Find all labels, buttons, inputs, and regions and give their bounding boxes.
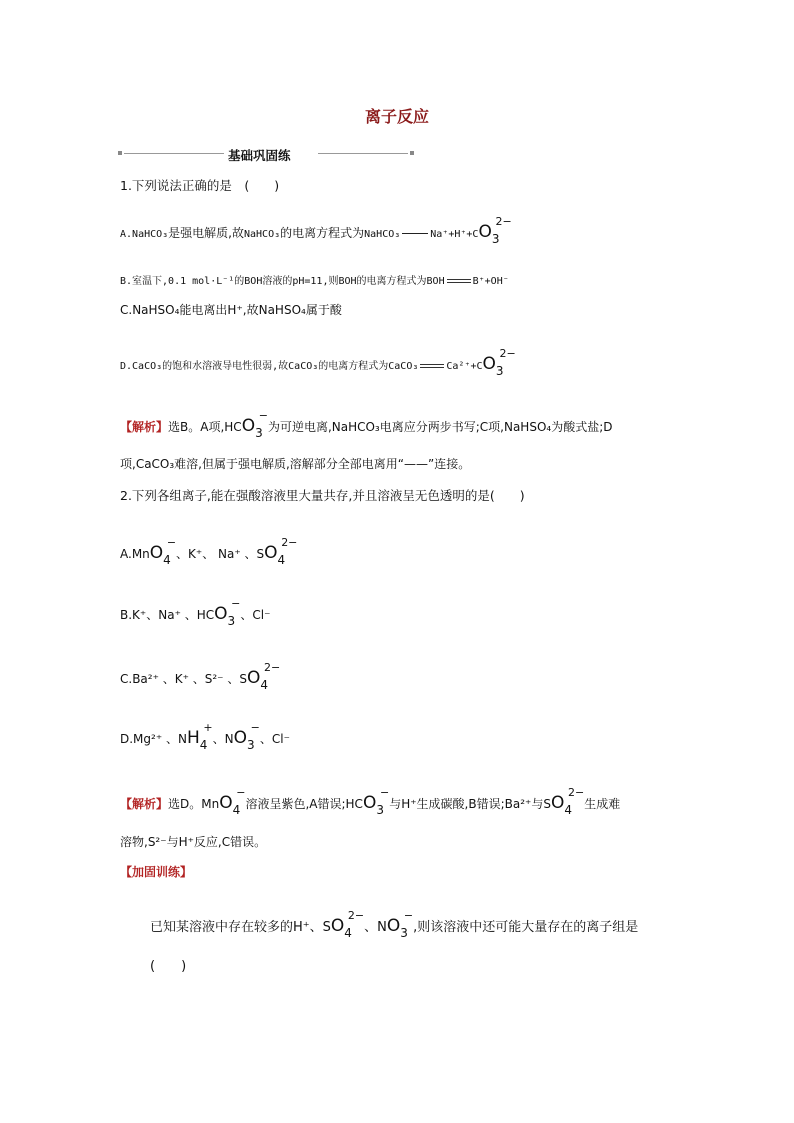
question-2-option-b: B.K⁺、Na⁺ 、HCO3−、Cl⁻: [120, 597, 271, 628]
question-2-analysis-line-1: 【解析】选D。MnO4−溶液呈紫色,A错误;HCO3−与H⁺生成碳酸,B错误;Ba²⁺与SO42−生成难: [120, 786, 621, 817]
question-1-option-b: B.室温下,0.1 mol·L⁻¹的BOH溶液的pH=11,则BOH的电离方程式为BOH B⁺+OH⁻: [120, 276, 509, 287]
question-1-stem: 1.下列说法正确的是 ( ): [120, 178, 280, 193]
equals-arrow: [402, 233, 428, 234]
question-1-analysis-line-2: 项,CaCO₃难溶,但属于强电解质,溶解部分全部电离用“——”连接。: [120, 457, 471, 471]
section-title: 基础巩固练: [228, 148, 291, 163]
divider-left: [124, 153, 224, 154]
question-1-option-c: C.NaHSO₄能电离出H⁺,故NaHSO₄属于酸: [120, 303, 342, 317]
question-2-stem: 2.下列各组离子,能在强酸溶液里大量共存,并且溶液呈无色透明的是( ): [120, 488, 525, 503]
question-2-option-d: D.Mg²⁺ 、NH4+、NO3−、Cl⁻: [120, 721, 290, 752]
reinforcement-question-line-2: ( ): [150, 959, 187, 974]
divider-right: [318, 153, 408, 154]
bullet-dot-right: [410, 151, 414, 155]
question-2-option-c: C.Ba²⁺ 、K⁺ 、S²⁻ 、SO42−: [120, 661, 281, 692]
question-1-option-d: D.CaCO₃的饱和水溶液导电性很弱,故CaCO₃的电离方程式为CaCO₃ Ca²⁺+CO32−: [120, 347, 516, 378]
reversible-arrow: [447, 278, 471, 284]
reinforcement-question-line-1: 已知某溶液中存在较多的H⁺、$SO4^{2-}$、NO3−,则该溶液中还可能大量存在的离子组是: [150, 909, 639, 940]
page-title: 离子反应: [364, 107, 429, 126]
question-1-option-a: A.NaHCO₃是强电解质,故NaHCO₃的电离方程式为NaHCO₃ Na⁺+H⁺+CO32−: [120, 215, 512, 246]
question-1-analysis-line-1: 【解析】选B。A项,HCO3−为可逆电离,NaHCO₃电离应分两步书写;C项,NaHSO₄为酸式盐;D: [120, 409, 613, 440]
reversible-arrow: [420, 363, 444, 369]
bullet-dot-left: [118, 151, 122, 155]
section-header: [118, 146, 416, 163]
question-2-option-a: A.MnO4−、K⁺、 Na⁺ 、SO42−: [120, 536, 298, 567]
question-2-analysis-line-2: 溶物,S²⁻与H⁺反应,C错误。: [120, 835, 267, 849]
reinforcement-tag: 【加固训练】: [120, 865, 193, 879]
